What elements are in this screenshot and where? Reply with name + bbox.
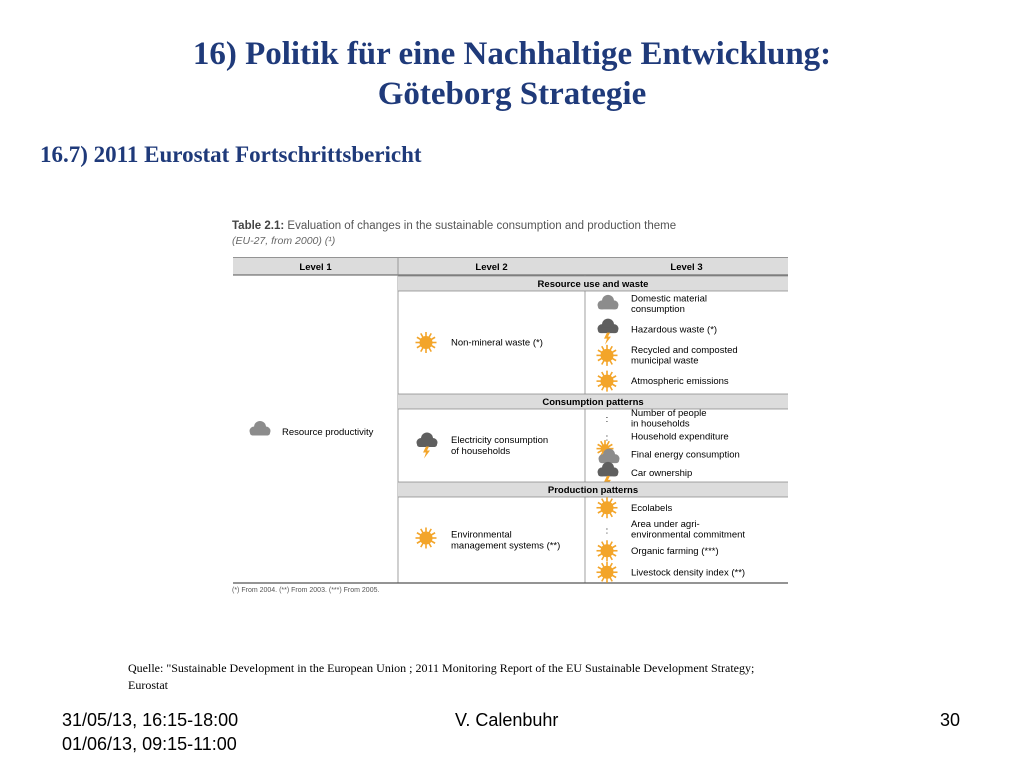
marker-colon [606, 525, 609, 536]
section-title: Production patterns [547, 485, 639, 496]
slide-subtitle: 16.7) 2011 Eurostat Fortschrittsbericht [40, 142, 422, 167]
sun-icon [597, 371, 618, 392]
level3-label: consumption [631, 304, 685, 316]
level3-label: environmental commitment [631, 529, 746, 541]
level3-label: in households [631, 418, 690, 430]
column-header: Level 1 [299, 262, 332, 273]
sun-cloud-icon [597, 440, 620, 463]
footer-dates [62, 708, 238, 756]
level3-label: Car ownership [631, 467, 693, 479]
level2-label: management systems (**) [451, 540, 561, 552]
slide-title [0, 34, 1024, 114]
column-header: Level 3 [670, 262, 703, 273]
level3-label: Domestic material [631, 293, 708, 305]
level3-label: Recycled and composted [631, 345, 738, 357]
level3-label: municipal waste [631, 355, 699, 367]
level3-label: Ecolabels [631, 502, 673, 514]
table-caption-sub: (EU-27, from 2000) (¹) [232, 235, 336, 247]
cloudy-icon [598, 295, 619, 310]
sun-icon [416, 528, 437, 549]
table-caption-text: Evaluation of changes in the sustainable consumption and production theme [287, 220, 677, 232]
footer-date-line2: 01/06/13, 09:15-11:00 [62, 734, 237, 754]
level2-label: Non-mineral waste (*) [451, 337, 543, 349]
evaluation-table [230, 220, 790, 600]
level3-label: Area under agri- [631, 519, 700, 530]
level2-label: Electricity consumption [451, 435, 549, 446]
section-title: Resource use and waste [537, 279, 649, 290]
marker-colon [606, 414, 609, 425]
sun-icon [416, 332, 437, 353]
sun-icon [597, 540, 618, 561]
column-header: Level 2 [475, 262, 508, 273]
level3-label: Household expenditure [631, 431, 729, 443]
svg-text::: : [605, 432, 609, 444]
footer-date-line1: 31/05/13, 16:15-18:00 [62, 710, 239, 730]
level1-label: Resource productivity [282, 427, 374, 438]
table-caption-label: Table 2.1: [232, 220, 285, 232]
cloudy-icon [250, 421, 271, 436]
sun-icon [597, 345, 618, 366]
level3-label: Livestock density index (**) [631, 567, 746, 579]
level3-label: Final energy consumption [631, 449, 740, 461]
footer-page-number: 30 [940, 710, 961, 730]
svg-text::: : [605, 414, 609, 426]
marker-colon [606, 432, 609, 443]
level2-label: Environmental [451, 529, 512, 541]
level3-label: Hazardous waste (*) [631, 324, 718, 336]
sun-icon [597, 497, 618, 518]
table-figure [230, 220, 790, 600]
level3-label: Organic farming (***) [631, 545, 719, 557]
slide-title-line2: Göteborg Strategie [377, 76, 647, 112]
slide-title-line1: 16) Politik für eine Nachhaltige Entwicklung: [192, 36, 832, 72]
section-title: Consumption patterns [542, 397, 644, 408]
level3-label: Number of people [631, 407, 707, 419]
level3-label: Atmospheric emissions [631, 376, 729, 388]
svg-text::: : [605, 525, 609, 537]
sun-icon [597, 562, 618, 583]
source-citation: Quelle: "Sustainable Development in the European Union ; 2011 Monitoring Report of the EU Sustainable Development Strategy; Eurostat [128, 661, 755, 692]
thunderstorm-icon [598, 319, 619, 345]
level2-label: of households [451, 446, 511, 457]
thunderstorm-icon [417, 433, 438, 459]
table-footnote: (*) From 2004. (**) From 2003. (***) From 2005. [232, 587, 380, 594]
footer-author: V. Calenbuhr [455, 710, 559, 730]
